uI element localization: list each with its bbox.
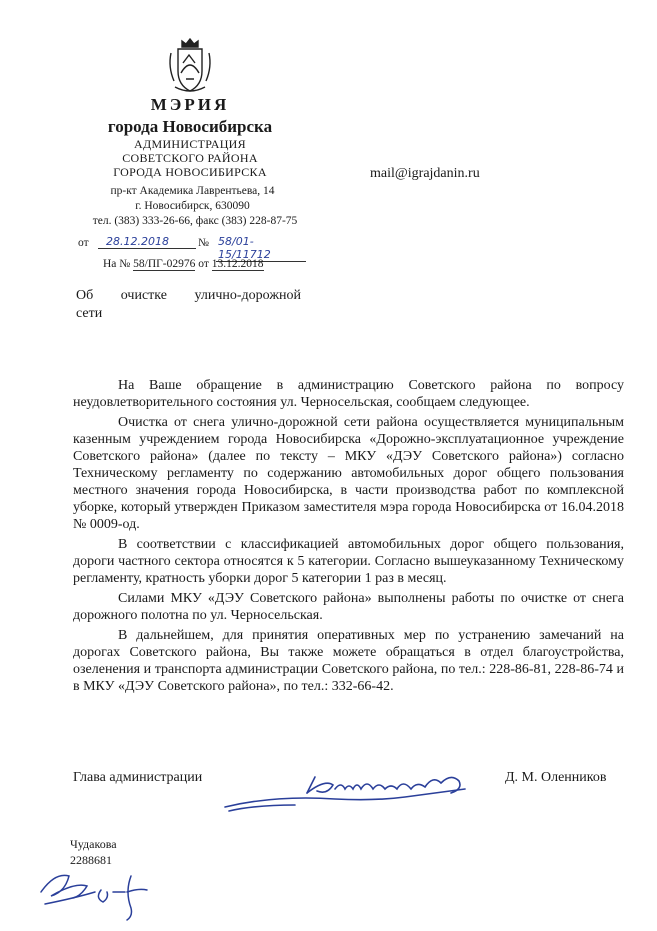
executor-name: Чудакова: [70, 837, 117, 851]
registration-line: [78, 235, 308, 261]
body-paragraph: В дальнейшем, для принятия оперативных мер по устранению замечаний на дорогах Советского района, Вы также можете обращаться в отдел благоустройства, озеленения и транспорта администрации Советского района, по тел.: 228-86-81, 228-86-74 и в МКУ «ДЭУ Советского района», по тел.: 332-66-42.: [73, 628, 624, 694]
number-value: 58/01-15/11712: [216, 235, 306, 262]
org-city: города Новосибирска: [107, 117, 273, 136]
signatory-position: Глава администрации: [73, 770, 203, 785]
reply-date-label: от: [198, 258, 209, 270]
body-paragraph: На Ваше обращение в администрацию Советского района по вопросу неудовлетворительного состояния ул. Черносельская, сообщаем следующее.: [73, 378, 624, 410]
signatory-name: Д. М. Оленников: [505, 770, 607, 785]
reply-reference: [103, 258, 303, 270]
body-paragraph: Силами МКУ «ДЭУ Советского района» выполнены работы по очистке от снега дорожного полотна по ул. Черносельская.: [73, 591, 624, 623]
subject-line: сети: [76, 306, 103, 321]
subject-word: улично-дорожной: [194, 288, 301, 303]
recipient-email: mail@igrajdanin.ru: [370, 166, 480, 181]
admin-line: ГОРОДА НОВОСИБИРСКА: [113, 165, 267, 179]
number-label: №: [198, 237, 209, 249]
address-line: тел. (383) 333-26-66, факс (383) 228-87-75: [92, 215, 298, 227]
letter-body: [73, 377, 624, 698]
reply-date: 13.12.2018: [211, 258, 264, 270]
admin-line: АДМИНИСТРАЦИЯ: [134, 137, 246, 151]
reply-prefix: На №: [103, 258, 131, 270]
executor-phone: 2288681: [70, 853, 112, 867]
handwritten-visa: [35, 862, 165, 922]
subject-word: очистке: [120, 288, 167, 303]
body-paragraph: В соответствии с классификацией автомобильных дорог общего пользования, дороги частного сектора относятся к 5 категории. Согласно вышеуказанному Техническому регламенту, кратность уборки дорог 5 категории 1 раз в месяц.: [73, 537, 624, 586]
org-title: МЭРИЯ: [150, 95, 230, 114]
coat-of-arms-icon: [165, 37, 215, 97]
subject-word: Об: [76, 288, 94, 303]
reply-number: 58/ПГ-02976: [133, 258, 196, 270]
address-line: г. Новосибирск, 630090: [135, 200, 250, 212]
handwritten-signature: [215, 755, 485, 825]
admin-line: СОВЕТСКОГО РАЙОНА: [122, 151, 258, 165]
address-line: пр-кт Академика Лаврентьева, 14: [110, 185, 275, 197]
date-label: от: [78, 237, 89, 249]
letter-subject: [76, 287, 301, 323]
date-value: 28.12.2018: [98, 235, 196, 249]
body-paragraph: Очистка от снега улично-дорожной сети района осуществляется муниципальным казенным учреждением города Новосибирска «Дорожно-эксплуатационное учреждение Советского района» (далее по тексту – МКУ «ДЭУ Советского района») согласно Техническому регламенту по содержанию автомобильных дорог общего пользования местного значения города Новосибирска, в части производства работ по комплексной уборке, который утвержден Приказом заместителя мэра города Новосибирска от 16.04.2018 № 0009-од.: [73, 415, 624, 532]
